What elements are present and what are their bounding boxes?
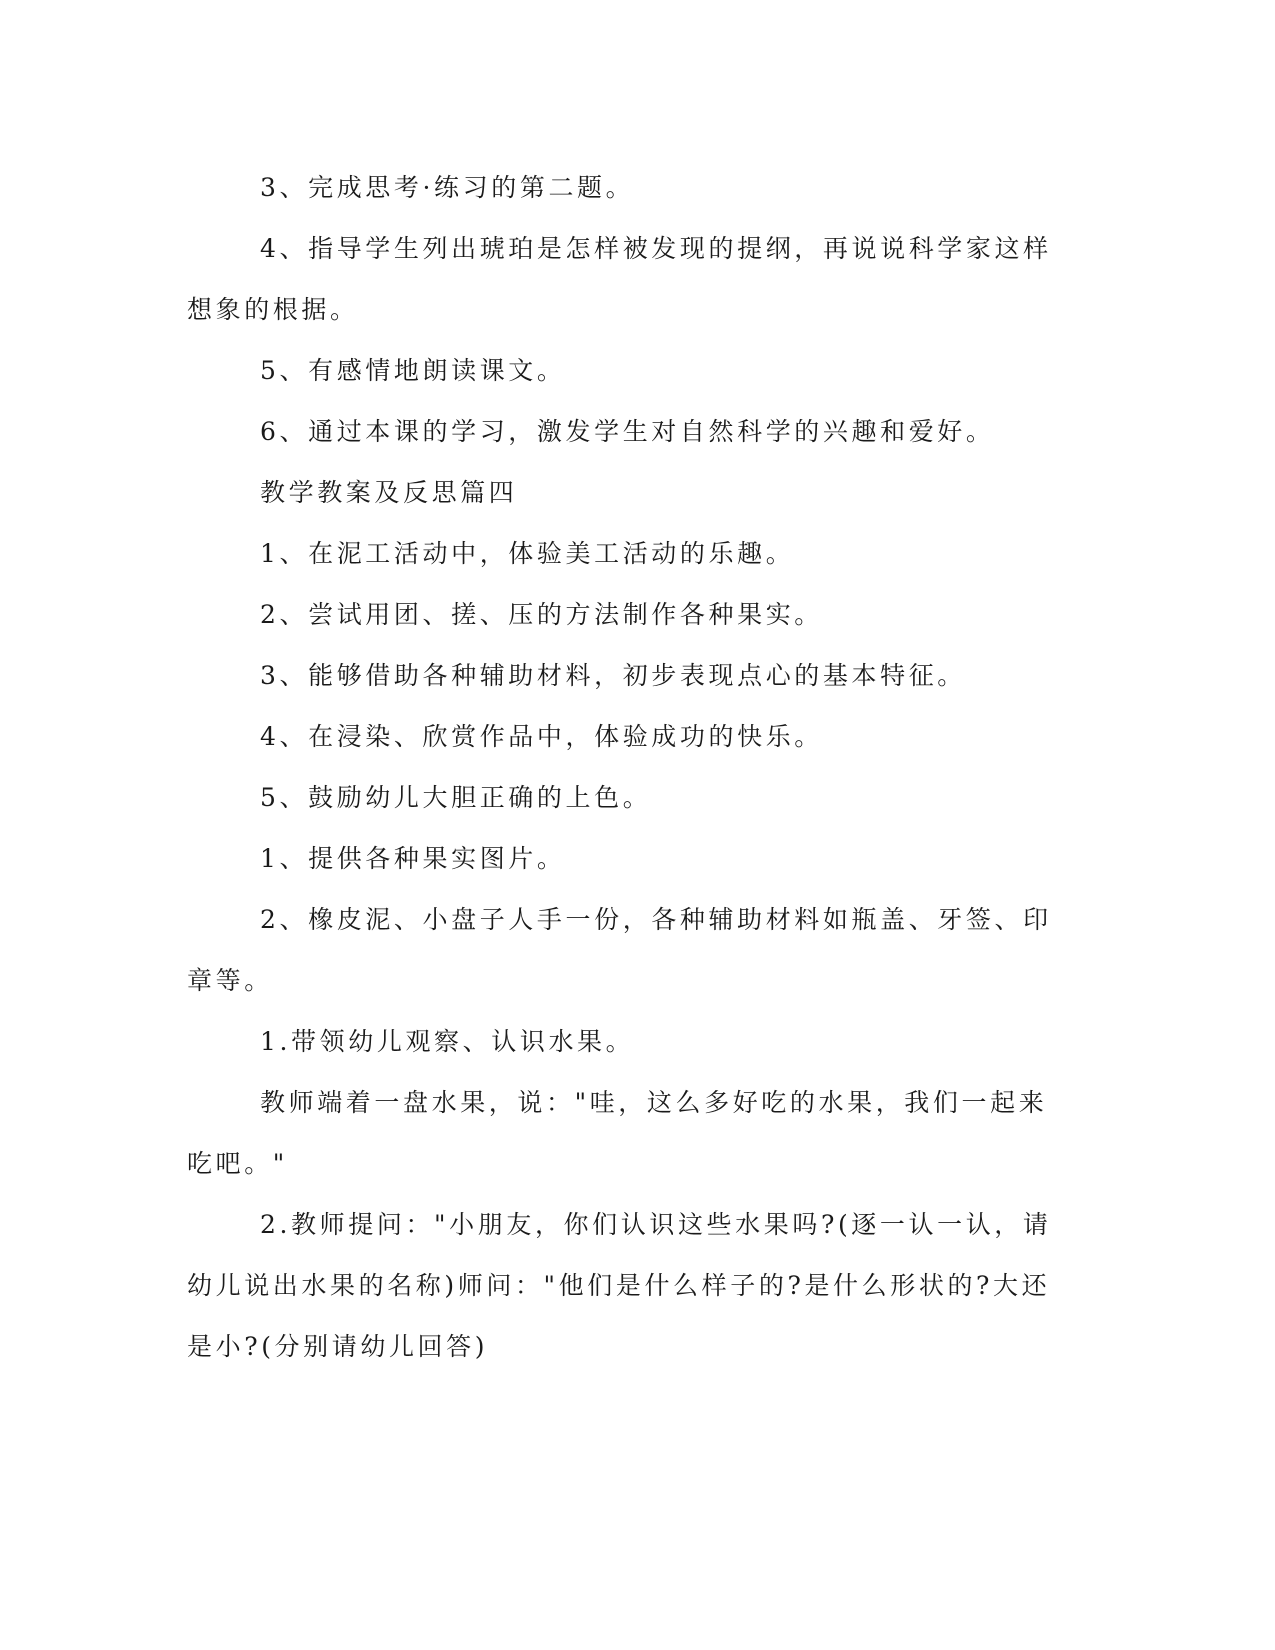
paragraph: 5、有感情地朗读课文。 [260,356,566,385]
paragraph: 5、鼓励幼儿大胆正确的上色。 [260,783,652,812]
paragraph: 2、尝试用团、搓、压的方法制作各种果实。 [260,600,823,629]
paragraph: 教师端着一盘水果，说："哇，这么多好吃的水果，我们一起来吃吧。" [187,1088,1048,1178]
paragraph: 4、在浸染、欣赏作品中，体验成功的快乐。 [260,722,823,751]
paragraph: 4、指导学生列出琥珀是怎样被发现的提纲，再说说科学家这样想象的根据。 [187,234,1052,324]
paragraph: 6、通过本课的学习，激发学生对自然科学的兴趣和爱好。 [260,417,995,446]
paragraph: 2.教师提问："小朋友，你们认识这些水果吗?(逐一认一认，请幼儿说出水果的名称)师问："他们是什么样子的?是什么形状的?大还是小?(分别请幼儿回答) [187,1210,1052,1361]
paragraph: 3、完成思考·练习的第二题。 [260,173,635,202]
section-heading: 教学教案及反思篇四 [260,478,518,507]
paragraph: 3、能够借助各种辅助材料，初步表现点心的基本特征。 [260,661,966,690]
paragraph: 1、在泥工活动中，体验美工活动的乐趣。 [260,539,795,568]
paragraph: 2、橡皮泥、小盘子人手一份，各种辅助材料如瓶盖、牙签、印章等。 [187,905,1052,995]
paragraph: 1.带领幼儿观察、认识水果。 [260,1027,635,1056]
document-body [187,157,1067,1377]
paragraph: 1、提供各种果实图片。 [260,844,566,873]
